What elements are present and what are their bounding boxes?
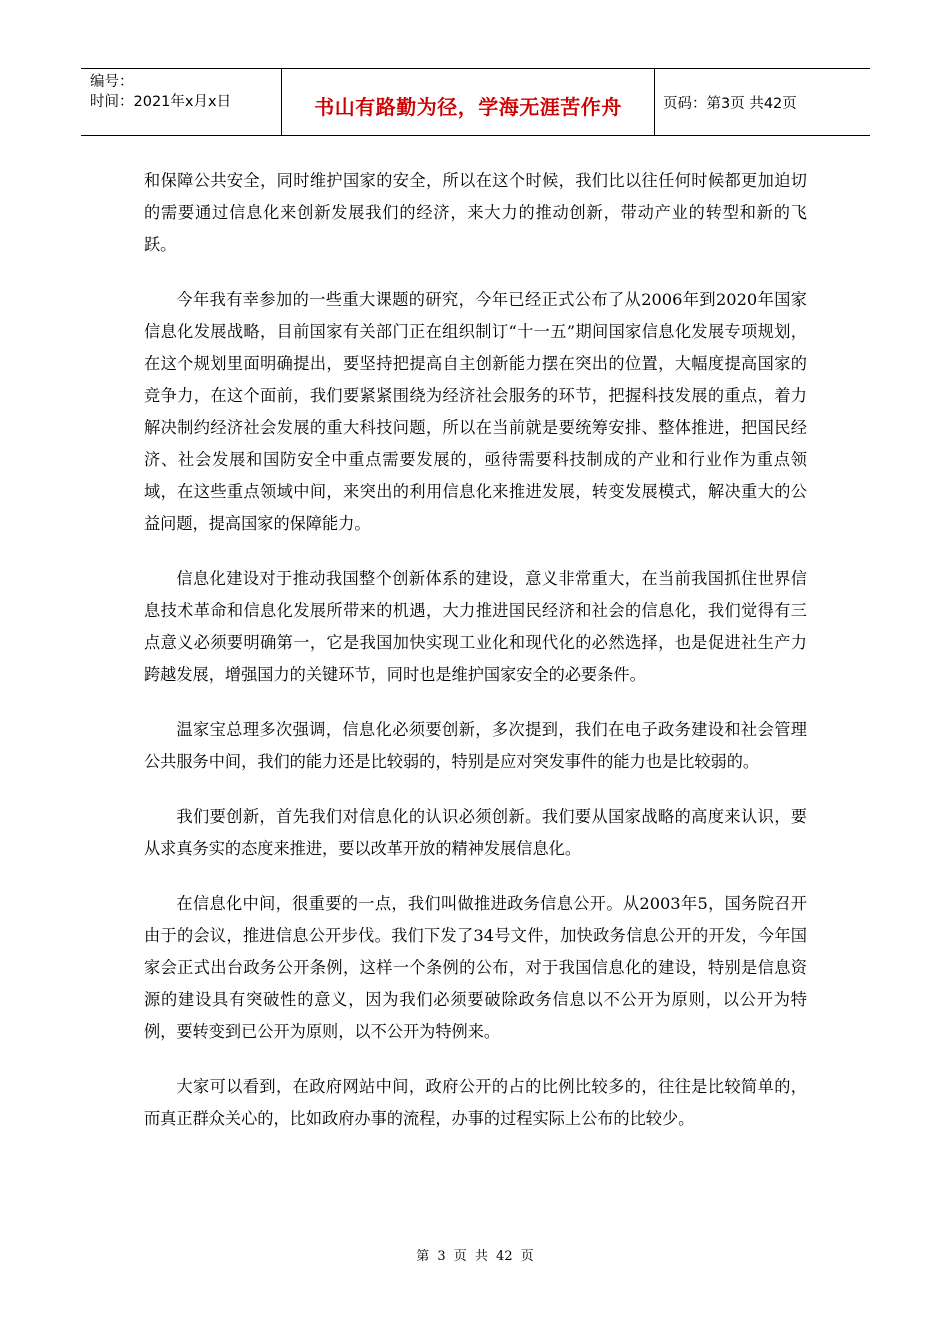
document-header [81,68,870,136]
header-page-cell [655,69,870,135]
page-footer [0,1245,950,1264]
header-motto-cell [282,69,655,135]
page-info: 页码：第3页 共42页 [663,95,797,112]
paragraph-6: 在信息化中间，很重要的一点，我们叫做推进政务信息公开。从2003年5，国务院召开由于的会议，推进信息公开步伐。我们下发了34号文件，加快政务信息公开的开发，今年国家会正式出台政务公开条例，这样一个条例的公布，对于我国信息化的建设，特别是信息资源的建设具有突破性的意义，因为我们必须要破除政务信息以不公开为原则，以公开为特例，要转变到已公开为原则，以不公开为特例来。 [144,894,807,1041]
paragraph-7: 大家可以看到，在政府网站中间，政府公开的占的比例比较多的，往往是比较简单的，而真正群众关心的，比如政府办事的流程，办事的过程实际上公布的比较少。 [144,1077,807,1128]
paragraph-2: 今年我有幸参加的一些重大课题的研究，今年已经正式公布了从2006年到2020年国家信息化发展战略，目前国家有关部门正在组织制订“十一五”期间国家信息化发展专项规划，在这个规划里面明确提出，要坚持把提高自主创新能力摆在突出的位置，大幅度提高国家的竞争力，在这个面前，我们要紧紧围绕为经济社会服务的环节，把握科技发展的重点，着力解决制约经济社会发展的重大科技问题，所以在当前就是要统筹安排、整体推进，把国民经济、社会发展和国防安全中重点需要发展的，亟待需要科技制成的产业和行业作为重点领域，在这些重点领域中间，来突出的利用信息化来推进发展，转变发展模式，解决重大的公益问题，提高国家的保障能力。 [144,290,807,533]
number-label: 编号： [90,74,134,90]
date-label: 时间：2021年x月x日 [90,94,232,110]
document-body [144,165,807,1158]
paragraph-1: 和保障公共安全，同时维护国家的安全，所以在这个时候，我们比以往任何时候都更加迫切的需要通过信息化来创新发展我们的经济，来大力的推动创新，带动产业的转型和新的飞跃。 [144,171,807,254]
paragraph-3: 信息化建设对于推动我国整个创新体系的建设，意义非常重大，在当前我国抓住世界信息技术革命和信息化发展所带来的机遇，大力推进国民经济和社会的信息化，我们觉得有三点意义必须要明确第一，它是我国加快实现工业化和现代化的必然选择，也是促进社生产力跨越发展，增强国力的关键环节，同时也是维护国家安全的必要条件。 [144,569,807,684]
paragraph-4: 温家宝总理多次强调，信息化必须要创新，多次提到，我们在电子政务建设和社会管理公共服务中间，我们的能力还是比较弱的，特别是应对突发事件的能力也是比较弱的。 [144,720,807,771]
motto-text: 书山有路勤为径，学海无涯苦作舟 [314,94,622,119]
footer-page-number: 第 3 页 共 42 页 [416,1249,534,1264]
header-meta-cell [81,69,282,135]
paragraph-5: 我们要创新，首先我们对信息化的认识必须创新。我们要从国家战略的高度来认识，要从求真务实的态度来推进，要以改革开放的精神发展信息化。 [144,807,807,858]
